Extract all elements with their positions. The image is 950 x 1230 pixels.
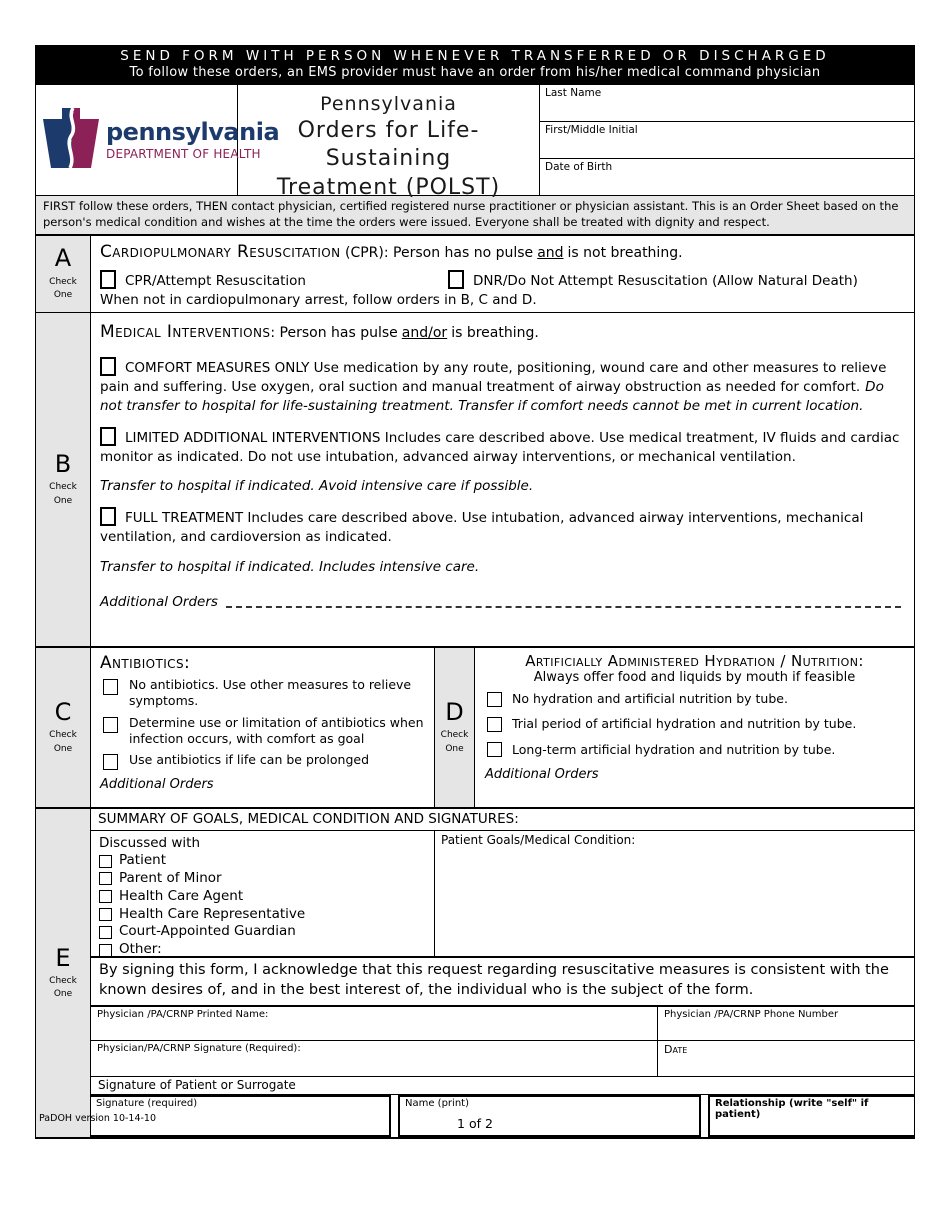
transfer-banner xyxy=(36,46,914,85)
checkbox-limited-interventions[interactable] xyxy=(100,427,116,446)
full-treatment-italic: Transfer to hospital if indicated. Includes intensive care. xyxy=(100,559,480,576)
physician-signature-label: Physician/PA/CRNP Signature (Required): xyxy=(97,1043,301,1055)
section-b xyxy=(36,313,914,648)
section-b-heading-mid: : Person has pulse xyxy=(270,325,398,342)
section-b-heading-underlined: and/or xyxy=(401,325,448,342)
physician-phone-field[interactable] xyxy=(658,1007,914,1040)
checkbox-discussed-agent[interactable] xyxy=(99,890,112,903)
option-full-treatment xyxy=(100,507,905,547)
section-d-letter: D xyxy=(445,697,464,726)
check-one-label: Check xyxy=(49,730,77,741)
section-c-letter: C xyxy=(54,697,72,726)
limited-interventions-italic: Transfer to hospital if indicated. Avoid intensive care if possible. xyxy=(100,478,534,495)
section-b-heading xyxy=(100,321,905,345)
no-hydration-label: No hydration and artificial nutrition by tube. xyxy=(512,691,788,707)
check-one-label: One xyxy=(445,743,464,754)
section-d-subheading: Always offer food and liquids by mouth if feasible xyxy=(533,670,856,686)
check-one-label: One xyxy=(53,743,73,754)
physician-printed-name-label: Physician /PA/CRNP Printed Name: xyxy=(97,1009,269,1021)
polst-form xyxy=(35,45,915,1139)
option-cpr-label: CPR/Attempt Resuscitation xyxy=(125,273,306,290)
discussed-other-label: Other: xyxy=(119,941,162,958)
checkbox-no-antibiotics[interactable] xyxy=(103,679,118,695)
section-a-heading-end: is not breathing. xyxy=(567,245,683,262)
option-comfort-measures xyxy=(100,357,905,416)
limited-interventions-text: LIMITED ADDITIONAL INTERVENTIONS Includes care described above. Use medical treatment, IV fluids and cardiac monitor as indicated. Do not use intubation, advanced airway interventions, or mechanical ventilation. xyxy=(100,429,900,465)
full-treatment-text: FULL TREATMENT Includes care described above. Use intubation, advanced airway interventions, mechanical ventilation, and cardioversion as indicated. xyxy=(100,510,864,546)
section-b-heading-end: is breathing. xyxy=(451,325,539,342)
page-number: 1 of 2 xyxy=(457,1116,493,1131)
title-line1: Pennsylvania xyxy=(320,93,457,116)
option-cpr xyxy=(100,270,448,289)
section-e-content xyxy=(91,809,914,1137)
option-discussed-agent xyxy=(99,888,426,906)
checkbox-discussed-patient[interactable] xyxy=(99,855,112,868)
date-of-birth-field[interactable] xyxy=(540,159,914,195)
checkbox-discussed-representative[interactable] xyxy=(99,908,112,921)
section-b-content xyxy=(91,313,914,646)
checkbox-longterm-hydration[interactable] xyxy=(487,742,502,757)
option-no-hydration xyxy=(485,691,904,707)
physician-signature-field[interactable] xyxy=(91,1041,658,1076)
section-a-letter: A xyxy=(54,244,72,273)
discussed-with-label: Discussed with xyxy=(99,835,201,852)
section-c-label xyxy=(36,648,91,807)
date-field[interactable] xyxy=(658,1041,914,1076)
checkbox-no-hydration[interactable] xyxy=(487,692,502,707)
date-label: Date xyxy=(664,1043,688,1057)
option-discussed-patient xyxy=(99,852,426,870)
form-header xyxy=(36,85,914,200)
checkbox-determine-antibiotics[interactable] xyxy=(103,717,118,733)
comfort-measures-text: COMFORT MEASURES ONLY Use medication by any route, positioning, wound care and other measures to relieve pain and suffering. Use oxygen, oral suction and manual treatment of airway obstruction as needed for comfort. xyxy=(100,359,887,395)
discussed-guardian-label: Court-Appointed Guardian xyxy=(119,923,296,940)
checkbox-trial-hydration[interactable] xyxy=(487,717,502,732)
section-d-content xyxy=(475,648,914,807)
option-determine-antibiotics xyxy=(100,715,425,748)
check-one-label: Check xyxy=(49,276,77,287)
additional-orders-d[interactable]: Additional Orders xyxy=(485,766,599,782)
logo-name: pennsylvania xyxy=(106,117,280,146)
option-discussed-parent xyxy=(99,870,426,888)
form-instructions: FIRST follow these orders, THEN contact physician, certified registered nurse practitioner or physician assistant. This is an Order Sheet based on the person's medical condition and wishes at the time the orders were issued. Everyone shall be treated with dignity and respect. xyxy=(36,196,914,236)
first-middle-initial-field[interactable] xyxy=(540,122,914,159)
discussed-parent-label: Parent of Minor xyxy=(119,869,222,886)
option-discussed-guardian xyxy=(99,923,426,941)
form-version: PaDOH version 10-14-10 xyxy=(39,1113,157,1124)
section-e xyxy=(36,809,914,1137)
keystone-logo-icon xyxy=(43,108,99,172)
section-a-content xyxy=(91,236,914,312)
section-a xyxy=(36,236,914,313)
section-d-heading-title: Artificially Administered Hydration / Nutrition: xyxy=(525,652,864,671)
section-e-label xyxy=(36,809,91,1137)
section-a-heading-title: Cardiopulmonary Resuscitation xyxy=(100,242,341,263)
section-d-heading xyxy=(485,652,904,670)
section-b-letter: B xyxy=(54,449,72,478)
additional-orders-b-label: Additional Orders xyxy=(100,593,218,610)
banner-line2: To follow these orders, an EMS provider must have an order from his/her medical command physician xyxy=(129,64,821,80)
option-no-antibiotics xyxy=(100,677,425,710)
discussed-representative-label: Health Care Representative xyxy=(119,905,306,922)
title-line2: Orders for Life-Sustaining xyxy=(297,117,480,172)
title-line3: Treatment (POLST) xyxy=(276,175,501,200)
relationship-label: Relationship (write "self" if patient) xyxy=(715,1098,869,1121)
option-dnr-label: DNR/Do Not Attempt Resuscitation (Allow Natural Death) xyxy=(473,273,858,290)
last-name-field[interactable] xyxy=(540,85,914,122)
section-a-heading xyxy=(100,242,905,262)
additional-orders-b-blank[interactable] xyxy=(226,593,901,608)
determine-antibiotics-label: Determine use or limitation of antibiotics when infection occurs, with comfort as goal xyxy=(129,714,424,746)
check-one-label: Check xyxy=(440,730,469,741)
section-a-note: When not in cardiopulmonary arrest, follow orders in B, C and D. xyxy=(100,292,537,309)
option-dnr xyxy=(448,270,858,289)
option-trial-hydration xyxy=(485,716,904,732)
name-print-label: Name (print) xyxy=(405,1098,469,1110)
checkbox-use-antibiotics[interactable] xyxy=(103,754,118,770)
section-b-label xyxy=(36,313,91,646)
signature-required-label: Signature (required) xyxy=(96,1098,198,1110)
comfort-measures-italic: Do not transfer to hospital for life-sustaining treatment. Transfer if comfort needs cannot be met in current location. xyxy=(100,378,884,414)
check-one-label: One xyxy=(53,989,73,1000)
option-discussed-other xyxy=(99,941,426,959)
logo-subtitle: DEPARTMENT OF HEALTH xyxy=(106,146,261,161)
section-e-letter: E xyxy=(55,943,71,972)
acknowledgment-text: By signing this form, I acknowledge that this request regarding resuscitative measures is consistent with the known desires of, and in the best interest of, the individual who is the subject of the form. xyxy=(91,958,914,1007)
last-name-label: Last Name xyxy=(545,87,602,100)
discussed-patient-label: Patient xyxy=(119,852,167,869)
check-one-label: One xyxy=(53,495,73,506)
option-use-antibiotics xyxy=(100,752,425,770)
section-d-label xyxy=(435,648,475,807)
surrogate-signature-bar: Signature of Patient or Surrogate xyxy=(91,1077,914,1095)
first-middle-initial-label: First/Middle Initial xyxy=(545,124,638,137)
longterm-hydration-label: Long-term artificial hydration and nutrition by tube. xyxy=(512,741,836,757)
checkbox-comfort-measures[interactable] xyxy=(100,357,116,376)
check-one-label: Check xyxy=(49,975,77,986)
banner-line1: SEND FORM WITH PERSON WHENEVER TRANSFERRED OR DISCHARGED xyxy=(120,48,830,64)
summary-header: SUMMARY OF GOALS, MEDICAL CONDITION AND SIGNATURES: xyxy=(91,809,914,831)
pa-doh-logo xyxy=(36,85,280,195)
check-one-label: One xyxy=(53,290,73,301)
option-discussed-representative xyxy=(99,906,426,924)
option-limited-interventions xyxy=(100,427,905,467)
date-of-birth-label: Date of Birth xyxy=(545,161,613,174)
checkbox-discussed-parent[interactable] xyxy=(99,872,112,885)
patient-goals-box[interactable] xyxy=(435,831,914,956)
no-antibiotics-label: No antibiotics. Use other measures to relieve symptoms. xyxy=(129,677,412,709)
form-title xyxy=(238,85,540,200)
checkbox-discussed-other[interactable] xyxy=(99,944,112,957)
section-c-heading: Antibiotics: xyxy=(100,653,191,674)
patient-info xyxy=(540,85,914,195)
section-a-heading-mid: (CPR): Person has no pulse xyxy=(345,245,534,262)
summary-columns xyxy=(91,831,914,958)
section-b-heading-title: Medical Interventions xyxy=(100,322,271,343)
patient-goals-label: Patient Goals/Medical Condition: xyxy=(441,833,636,848)
section-c-content xyxy=(91,648,435,807)
checkbox-dnr[interactable] xyxy=(448,270,464,289)
discussed-agent-label: Health Care Agent xyxy=(119,887,244,904)
section-a-heading-underlined: and xyxy=(537,245,564,262)
section-a-options xyxy=(100,270,905,289)
section-c-d xyxy=(36,648,914,809)
additional-orders-b xyxy=(100,593,905,612)
physician-printed-name-field[interactable] xyxy=(91,1007,658,1040)
trial-hydration-label: Trial period of artificial hydration and nutrition by tube. xyxy=(512,716,857,732)
additional-orders-c[interactable]: Additional Orders xyxy=(100,777,214,793)
section-a-label xyxy=(36,236,91,312)
checkbox-cpr[interactable] xyxy=(100,270,116,289)
discussed-with-box xyxy=(91,831,435,956)
use-antibiotics-label: Use antibiotics if life can be prolonged xyxy=(129,752,370,768)
checkbox-discussed-guardian[interactable] xyxy=(99,926,112,939)
option-longterm-hydration xyxy=(485,742,904,758)
check-one-label: Check xyxy=(49,482,77,493)
physician-signature-row xyxy=(91,1041,914,1077)
checkbox-full-treatment[interactable] xyxy=(100,507,116,526)
physician-phone-label: Physician /PA/CRNP Phone Number xyxy=(664,1009,839,1021)
physician-name-row xyxy=(91,1007,914,1041)
